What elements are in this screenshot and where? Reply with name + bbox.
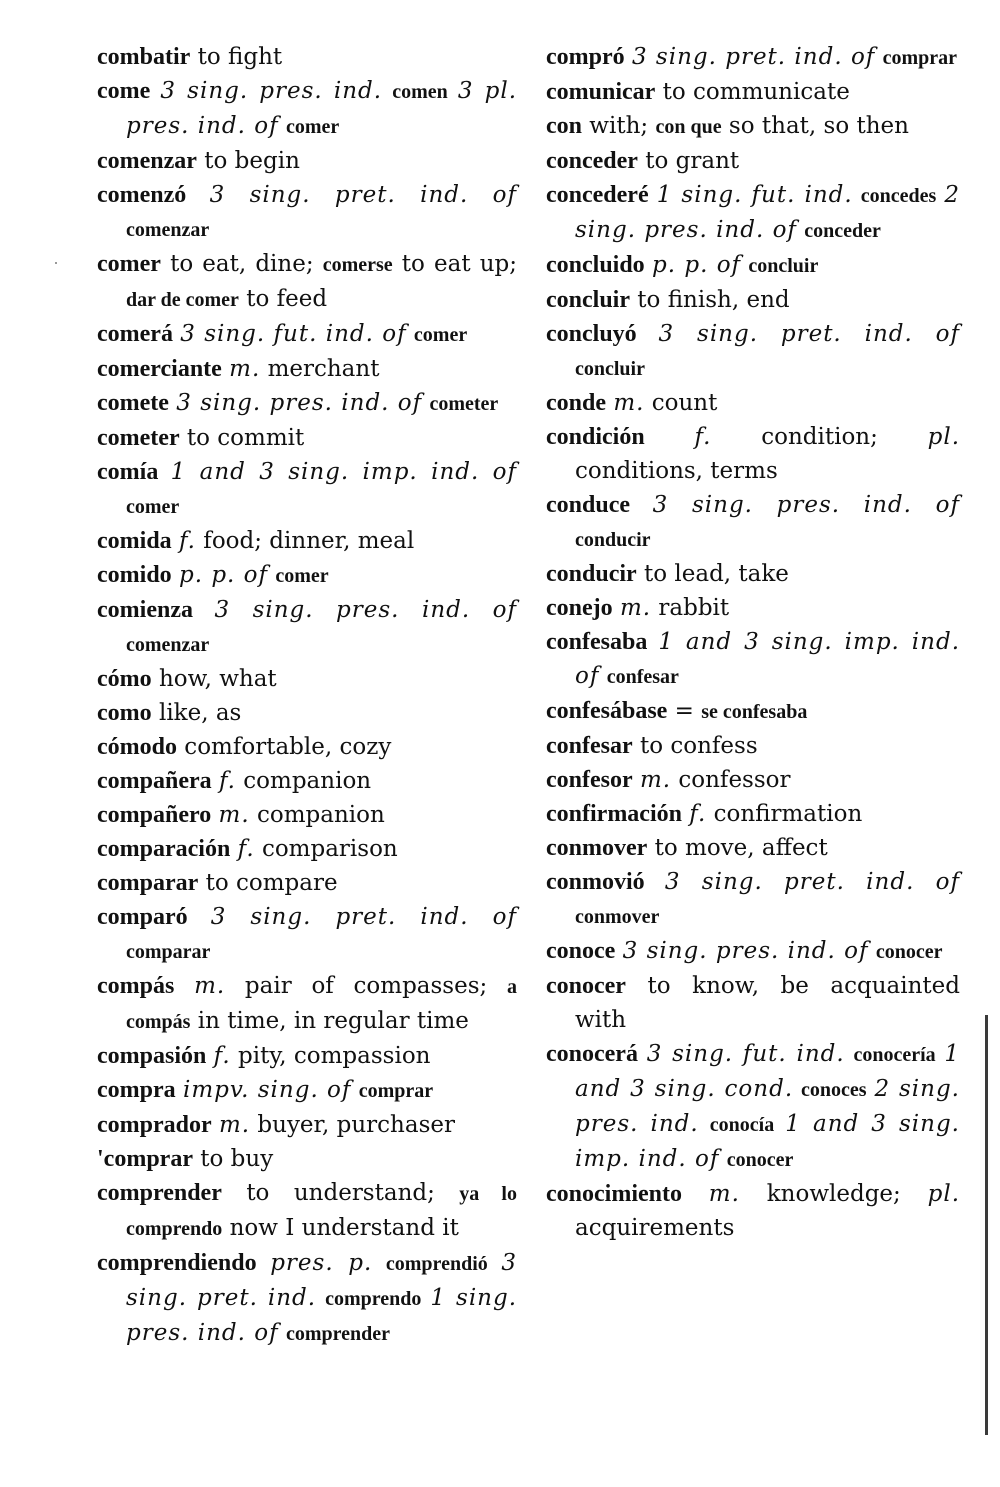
headword: comenzar	[97, 148, 197, 174]
definition-text	[645, 424, 695, 450]
dictionary-entry	[97, 421, 517, 455]
dictionary-entry	[546, 386, 960, 420]
dictionary-entry	[97, 74, 517, 144]
dictionary-entry	[97, 730, 517, 764]
grammar-note: pl.	[927, 1181, 960, 1207]
dictionary-entry	[97, 593, 517, 662]
headword: concederé	[546, 182, 649, 208]
definition-text: to grant	[637, 148, 740, 174]
dictionary-entry	[97, 662, 517, 696]
dictionary-entry	[546, 865, 960, 934]
dictionary-entry	[546, 178, 960, 248]
headword: compró	[546, 44, 625, 70]
grammar-note: m.	[218, 802, 250, 828]
definition-text: to commit	[179, 425, 305, 451]
definition-text: to begin	[196, 148, 300, 174]
headword: confirmación	[546, 801, 682, 827]
headword: comparar	[97, 870, 199, 896]
headword: conducir	[546, 561, 637, 587]
dictionary-entry	[546, 488, 960, 557]
cross-reference: con que	[655, 116, 722, 138]
cross-reference: comprender	[285, 1323, 391, 1345]
dictionary-entry	[97, 900, 517, 969]
definition-text	[230, 836, 237, 862]
headword: confesar	[546, 733, 633, 759]
definition-text: to feed	[238, 286, 328, 312]
grammar-note: m.	[613, 390, 645, 416]
grammar-note: m.	[218, 1112, 251, 1138]
grammar-note: impv. sing. of	[182, 1077, 352, 1103]
headword: conoce	[546, 938, 616, 964]
grammar-note: f.	[178, 528, 196, 554]
dictionary-entry	[97, 317, 517, 352]
definition-text: pair of compasses;	[225, 973, 507, 999]
definition-text: in time, in regular time	[190, 1008, 469, 1034]
definition-text: conditions, terms	[575, 458, 778, 484]
cross-reference: conceder	[804, 220, 881, 242]
dictionary-entry	[546, 625, 960, 694]
definition-text	[719, 1146, 726, 1172]
cross-reference: conducir	[575, 529, 651, 551]
headword: condición	[546, 424, 645, 450]
dictionary-entry	[97, 1142, 517, 1176]
dictionary-entry	[97, 764, 517, 798]
cross-reference: conocería	[853, 1044, 936, 1066]
dictionary-entry	[546, 763, 960, 797]
definition-text: count	[644, 390, 718, 416]
definition-text	[279, 1320, 286, 1346]
grammar-note: m.	[229, 356, 261, 382]
definition-text	[150, 78, 160, 104]
cross-reference: comparar	[126, 941, 211, 963]
definition-text: acquirements	[575, 1215, 735, 1241]
definition-text: like, as	[151, 700, 242, 726]
definition-text: so that, so then	[721, 113, 909, 139]
grammar-note: 3 sing. pret. ind. of	[210, 904, 517, 930]
definition-text	[176, 1077, 183, 1103]
dictionary-entry	[97, 352, 517, 386]
definition-text	[188, 904, 211, 930]
definition-text: buyer, purchaser	[250, 1112, 455, 1138]
dictionary-entry	[97, 1176, 517, 1246]
headword: cometer	[97, 425, 180, 451]
grammar-note: f.	[213, 1043, 231, 1069]
headword: con	[546, 113, 582, 139]
definition-text	[637, 321, 659, 347]
headword: compasión	[97, 1043, 207, 1069]
definition-text	[186, 182, 209, 208]
definition-text: comparison	[254, 836, 398, 862]
cross-reference: comprendió	[385, 1253, 488, 1275]
definition-text: food; dinner, meal	[196, 528, 415, 554]
definition-text: to eat, dine;	[160, 251, 323, 277]
headword: come	[97, 78, 151, 104]
dictionary-entry	[546, 694, 960, 729]
headword: conde	[546, 390, 606, 416]
definition-text: rabbit	[651, 595, 730, 621]
dictionary-entry	[546, 109, 960, 144]
dictionary-entry	[97, 40, 517, 74]
grammar-note: 3 sing. pres. ind. of	[176, 390, 423, 416]
dictionary-entry	[97, 558, 517, 593]
cross-reference: comer	[126, 496, 180, 518]
grammar-note: pl.	[927, 424, 960, 450]
definition-text: to communicate	[655, 79, 850, 105]
definition-text: to know, be acquainted with	[575, 973, 960, 1033]
grammar-note: f.	[694, 424, 712, 450]
definition-text: confessor	[671, 767, 791, 793]
definition-text	[875, 44, 882, 70]
definition-text: to eat up;	[392, 251, 517, 277]
definition-text	[372, 1250, 386, 1276]
headword: comerá	[97, 321, 173, 347]
definition-text	[279, 113, 286, 139]
dictionary-entry	[546, 283, 960, 317]
definition-text: to confess	[632, 733, 758, 759]
dictionary-entry	[97, 247, 517, 317]
definition-text: knowledge;	[739, 1181, 928, 1207]
headword: 'comprar	[97, 1146, 193, 1172]
cross-reference: comer	[275, 565, 329, 587]
definition-text	[682, 1181, 709, 1207]
definition-text	[869, 938, 876, 964]
dictionary-entry	[546, 969, 960, 1037]
dictionary-entry	[546, 144, 960, 178]
definition-text	[193, 597, 214, 623]
scan-speck	[55, 262, 57, 264]
grammar-note: 3 sing. pres. ind. of	[652, 492, 960, 518]
definition-text	[645, 869, 665, 895]
grammar-note: p. p. of	[178, 562, 269, 588]
headword: conocimiento	[546, 1181, 682, 1207]
definition-text: companion	[249, 802, 385, 828]
definition-text: to move, affect	[647, 835, 828, 861]
cross-reference: confesar	[606, 666, 679, 688]
grammar-note: 3 sing. pret. ind. of	[209, 182, 517, 208]
dictionary-entry	[97, 524, 517, 558]
headword: conmovió	[546, 869, 645, 895]
grammar-note: 3 sing. pres. ind. of	[622, 938, 869, 964]
grammar-note: 3 sing. pret. ind. of	[664, 869, 960, 895]
dictionary-entry	[546, 591, 960, 625]
cross-reference: comenzar	[126, 219, 210, 241]
definition-text	[172, 528, 179, 554]
headword: confesor	[546, 767, 633, 793]
headword: comienza	[97, 597, 193, 623]
dictionary-entry	[97, 866, 517, 900]
headword: comerciante	[97, 356, 222, 382]
definition-text: to fight	[190, 44, 283, 70]
headword: comunicar	[546, 79, 656, 105]
definition-text: now I understand it	[222, 1215, 459, 1241]
headword: confesaba	[546, 629, 648, 655]
left-column	[97, 40, 517, 1351]
cross-reference: comprendo	[325, 1288, 422, 1310]
headword: concluyó	[546, 321, 637, 347]
headword: compañera	[97, 768, 212, 794]
definition-text	[615, 938, 622, 964]
cross-reference: concluir	[748, 255, 819, 277]
definition-text	[599, 663, 606, 689]
headword: conceder	[546, 148, 638, 174]
definition-text	[638, 1041, 647, 1067]
definition-text	[316, 1285, 325, 1311]
grammar-note: f.	[689, 801, 707, 827]
headword: comida	[97, 528, 172, 554]
grammar-note: 2 sing. pres. ind.	[575, 1076, 960, 1137]
headword: cómo	[97, 666, 152, 692]
dictionary-entry	[97, 969, 517, 1039]
cross-reference: comprar	[882, 47, 958, 69]
grammar-note: m.	[194, 973, 226, 999]
definition-text	[647, 629, 658, 655]
definition-text	[211, 802, 218, 828]
dictionary-entry	[97, 144, 517, 178]
headword: conocerá	[546, 1041, 638, 1067]
cross-reference: conocía	[709, 1114, 775, 1136]
grammar-note: 3 sing. pres. ind.	[160, 78, 383, 104]
definition-text	[793, 1076, 801, 1102]
cross-reference: conoces	[801, 1079, 867, 1101]
definition-text	[158, 459, 170, 485]
headword: conocer	[546, 973, 626, 999]
definition-text: to lead, take	[636, 561, 789, 587]
headword: comete	[97, 390, 169, 416]
definition-text: with;	[582, 113, 656, 139]
definition-text	[645, 252, 652, 278]
grammar-note: 1 sing. fut. ind.	[656, 182, 853, 208]
definition-text	[212, 1112, 219, 1138]
definition-text: how, what	[151, 666, 277, 692]
headword: concluir	[546, 287, 630, 313]
dictionary-entry	[546, 317, 960, 386]
grammar-note: p. p. of	[652, 252, 742, 278]
grammar-note: 3 sing. pres. ind. of	[214, 597, 518, 623]
cross-reference: a compás	[126, 976, 517, 1033]
headword: conejo	[546, 595, 613, 621]
grammar-note: m.	[639, 767, 672, 793]
definition-text: companion	[235, 768, 372, 794]
headword: comparó	[97, 904, 188, 930]
dictionary-entry	[546, 40, 960, 75]
grammar-note: 1 and 3 sing. cond.	[575, 1041, 961, 1102]
headword: combatir	[97, 44, 191, 70]
grammar-note: 1 and 3 sing. imp. ind. of	[575, 1111, 960, 1172]
headword: compra	[97, 1077, 176, 1103]
grammar-note: f.	[218, 768, 236, 794]
grammar-note: 3 sing. pret. ind. of	[658, 321, 960, 347]
dictionary-entry	[546, 729, 960, 763]
definition-text	[633, 767, 640, 793]
headword: comía	[97, 459, 159, 485]
cross-reference: conocer	[726, 1149, 794, 1171]
definition-text: comfortable, cozy	[177, 734, 392, 760]
definition-text	[448, 78, 458, 104]
cross-reference: conmover	[575, 906, 660, 928]
definition-text	[351, 1077, 358, 1103]
definition-text	[774, 1111, 785, 1137]
cross-reference: concluir	[575, 358, 645, 380]
cross-reference: comerse	[322, 254, 393, 276]
definition-text	[649, 182, 657, 208]
definition-text: merchant	[260, 356, 380, 382]
dictionary-entry	[546, 797, 960, 831]
cross-reference: comenzar	[126, 634, 210, 656]
cross-reference: ya lo comprendo	[126, 1183, 517, 1240]
headword: cómodo	[97, 734, 177, 760]
dictionary-entry	[97, 455, 517, 524]
headword: compás	[97, 973, 175, 999]
grammar-note: 3 sing. pret. ind.	[126, 1250, 517, 1311]
definition-text	[212, 768, 219, 794]
dictionary-entry	[546, 934, 960, 969]
definition-text: to compare	[198, 870, 338, 896]
definition-text	[853, 182, 861, 208]
grammar-note: m.	[708, 1181, 740, 1207]
definition-text: to buy	[192, 1146, 274, 1172]
dictionary-entry	[97, 178, 517, 247]
cross-reference: se confesaba	[701, 701, 808, 723]
page-edge-mark	[985, 1015, 988, 1435]
headword: comparación	[97, 836, 231, 862]
headword: confesábase	[546, 698, 668, 724]
dictionary-entry	[97, 1108, 517, 1142]
definition-text	[172, 562, 179, 588]
headword: concluido	[546, 252, 645, 278]
definition-text	[488, 1250, 502, 1276]
grammar-note: 3 sing. pret. ind. of	[631, 44, 876, 70]
headword: comer	[97, 251, 161, 277]
dictionary-entry	[97, 386, 517, 421]
definition-text	[407, 321, 414, 347]
definition-text	[206, 1043, 213, 1069]
dictionary-entry	[546, 1177, 960, 1245]
dictionary-entry	[546, 1037, 960, 1177]
right-column	[546, 40, 960, 1245]
dictionary-entry	[97, 696, 517, 730]
grammar-note: 1 and 3 sing. imp. ind. of	[575, 629, 961, 689]
cross-reference: comprar	[358, 1080, 434, 1102]
dictionary-entry	[546, 831, 960, 865]
headword: comprender	[97, 1180, 222, 1206]
dictionary-entry	[546, 75, 960, 109]
headword: comprendiendo	[97, 1250, 257, 1276]
definition-text: to understand;	[221, 1180, 460, 1206]
grammar-note: pres. p.	[270, 1250, 373, 1276]
cross-reference: comer	[413, 324, 468, 346]
definition-text	[630, 492, 653, 518]
cross-reference: comer	[285, 116, 340, 138]
grammar-note: 1 and 3 sing. imp. ind. of	[170, 459, 517, 485]
cross-reference: dar de comer	[126, 289, 239, 311]
grammar-note: 3 sing. fut. ind.	[646, 1041, 845, 1067]
headword: conduce	[546, 492, 630, 518]
definition-text	[625, 44, 632, 70]
definition-text: condition;	[711, 424, 928, 450]
definition-text: =	[667, 698, 702, 724]
grammar-note: 1 sing. pres. ind. of	[126, 1285, 518, 1346]
definition-text	[382, 78, 392, 104]
definition-text	[613, 595, 620, 621]
grammar-note: 3 sing. fut. ind. of	[180, 321, 407, 347]
definition-text: pity, compassion	[230, 1043, 431, 1069]
dictionary-entry	[546, 557, 960, 591]
cross-reference: conocer	[875, 941, 943, 963]
dictionary-entry	[97, 1039, 517, 1073]
grammar-note: m.	[619, 595, 652, 621]
dictionary-entry	[546, 248, 960, 283]
definition-text	[257, 1250, 271, 1276]
dictionary-entry	[546, 420, 960, 488]
cross-reference: cometer	[429, 393, 499, 415]
cross-reference: concedes	[860, 185, 937, 207]
headword: conmover	[546, 835, 648, 861]
headword: comido	[97, 562, 172, 588]
dictionary-entry	[97, 798, 517, 832]
headword: como	[97, 700, 152, 726]
dictionary-entry	[97, 1073, 517, 1108]
cross-reference: comen	[392, 81, 448, 103]
dictionary-entry	[97, 1246, 517, 1351]
headword: comenzó	[97, 182, 187, 208]
definition-text: confirmation	[706, 801, 863, 827]
grammar-note: 3 pl. pres. ind. of	[126, 78, 517, 139]
grammar-note: f.	[237, 836, 255, 862]
grammar-note: 2 sing. pres. ind. of	[575, 182, 961, 243]
definition-text	[699, 1111, 710, 1137]
definition-text	[174, 973, 194, 999]
headword: compañero	[97, 802, 212, 828]
definition-text: to finish, end	[630, 287, 790, 313]
dictionary-entry	[97, 832, 517, 866]
headword: comprador	[97, 1112, 212, 1138]
